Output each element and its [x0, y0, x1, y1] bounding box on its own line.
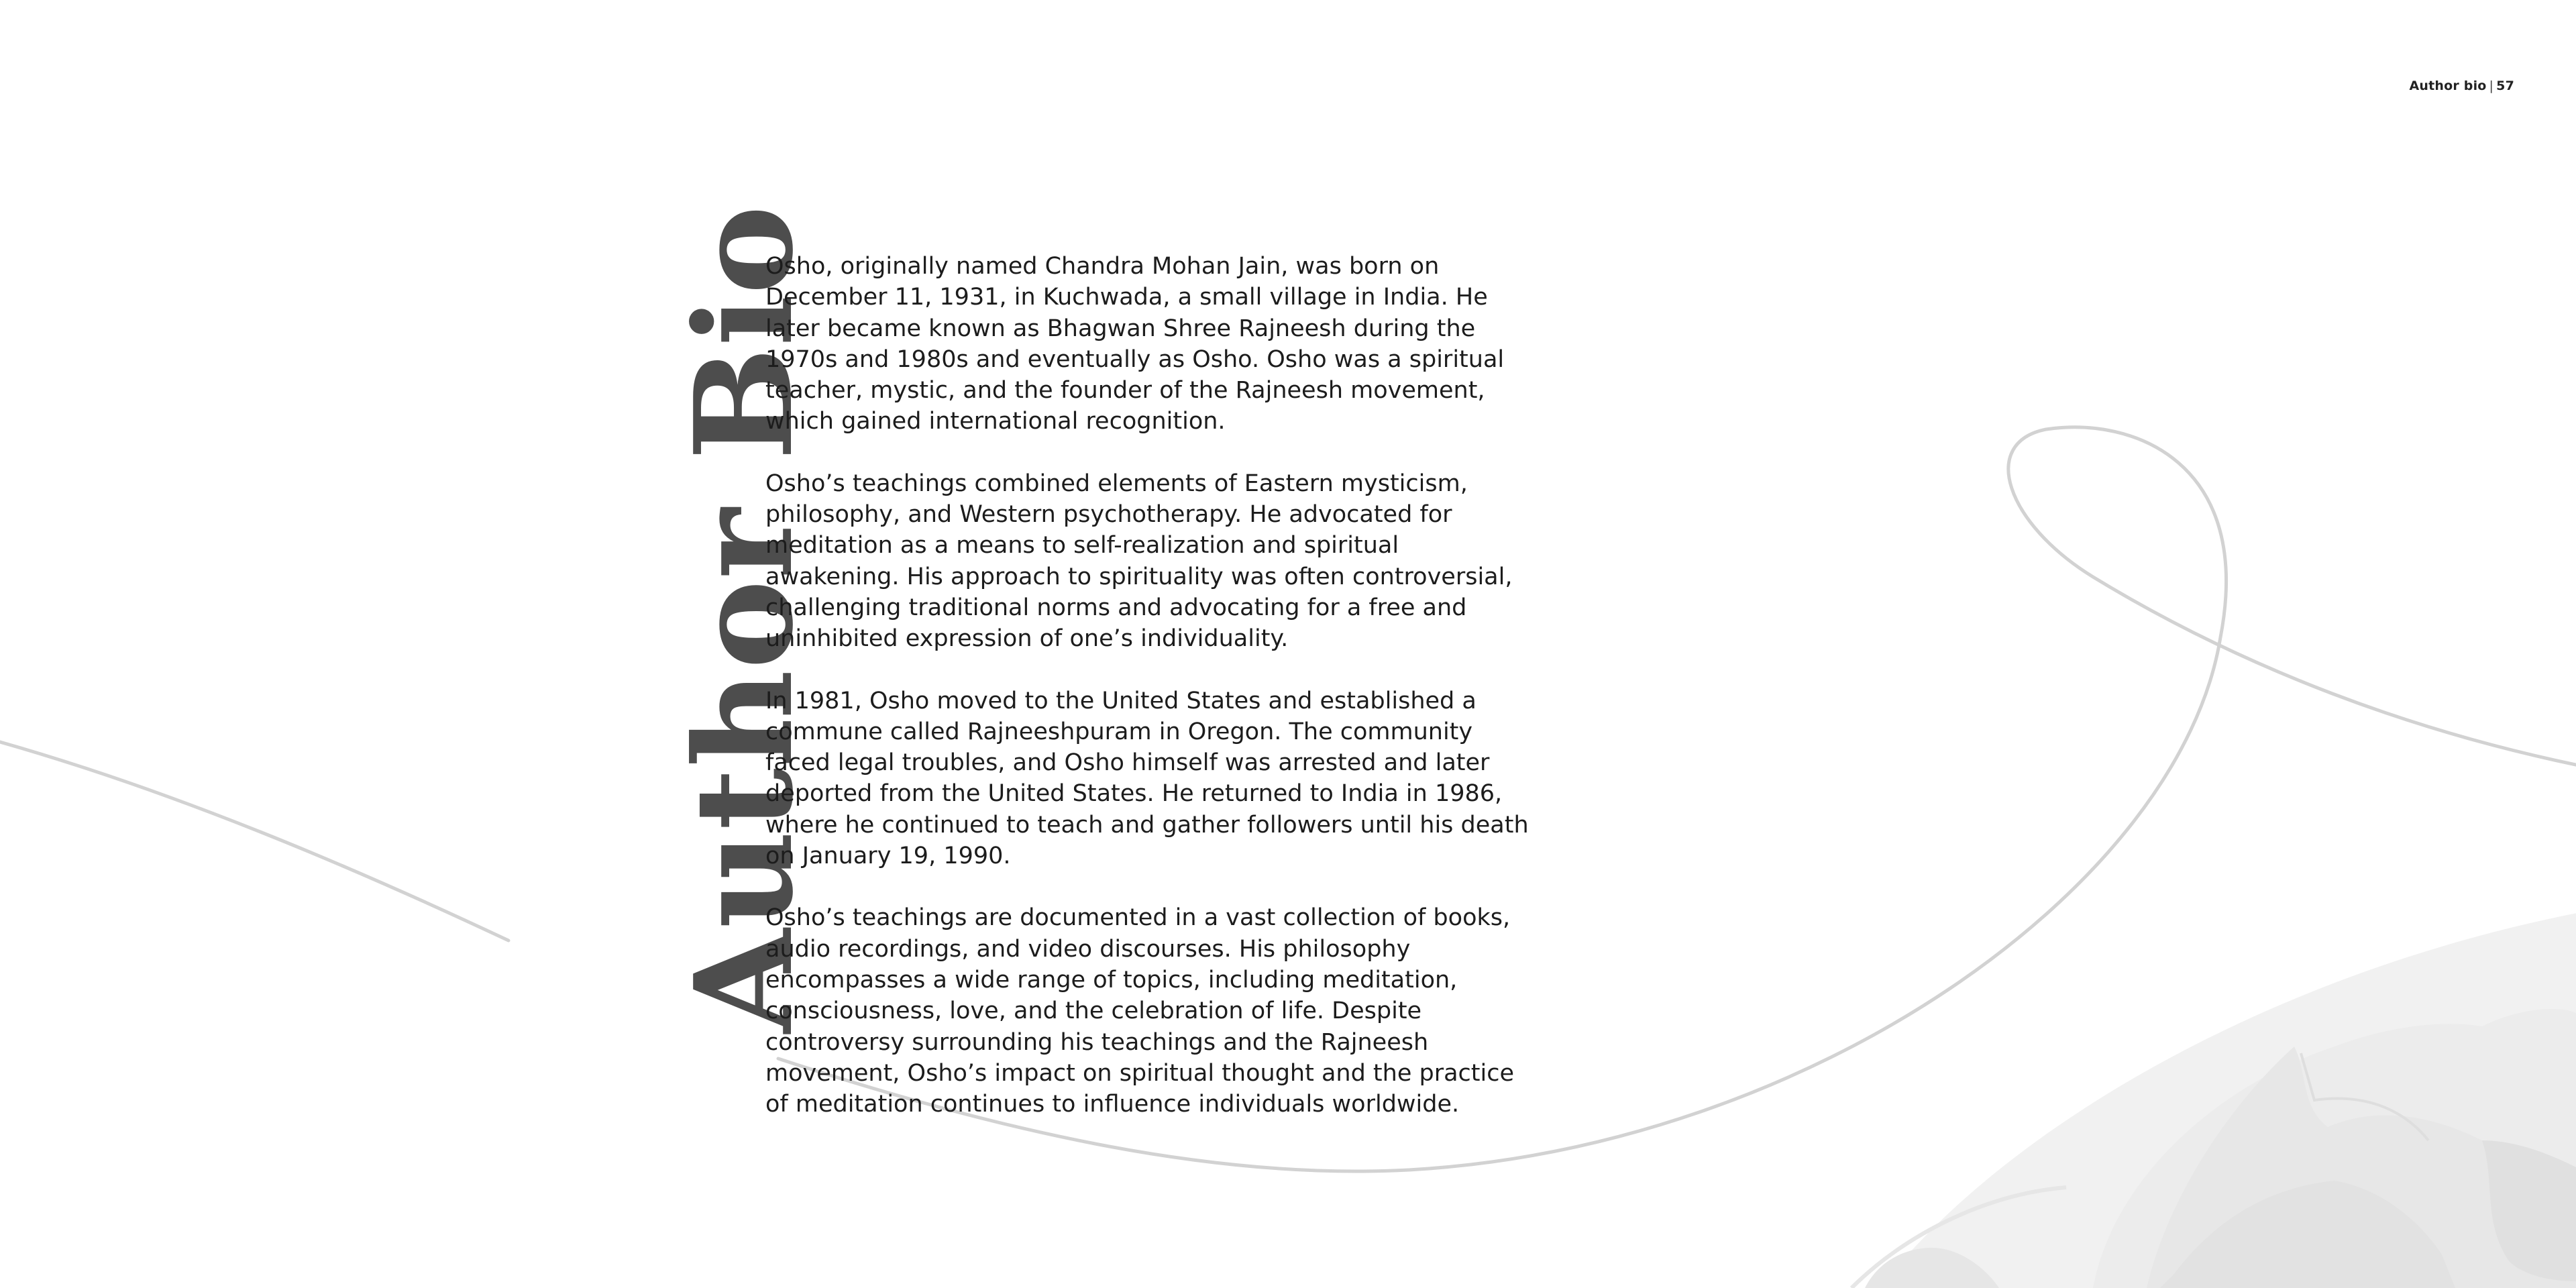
swirl-line-left [0, 742, 508, 941]
bio-paragraph-3: In 1981, Osho moved to the United States and established a commune called Rajneeshpuram in Oregon. The community faced legal troubles, and Osho himself was arrested and later deported from the United States. He returned to India in 1986, where he continued to teach and gather followers until his death on January 19, 1990. [765, 687, 1529, 870]
flower-watermark-icon [1692, 725, 2576, 1288]
bio-paragraph-4: Osho’s teachings are documented in a vast collection of books, audio recordings, and video discourses. His philosophy encompasses a wide range of topics, including meditation, consciousness, love, and the celebration of life. Despite controversy surrounding his teachings and the Rajneesh movement, Osho’s impact on spiritual thought and the practice of meditation continues to influence individuals worldwide. [765, 904, 1515, 1118]
bio-text [765, 251, 1537, 1150]
page-number: 57 [2496, 78, 2514, 93]
header-separator: | [2489, 78, 2494, 93]
bio-paragraph-2: Osho’s teachings combined elements of Eastern mysticism, philosophy, and Western psychotherapy. He advocated for meditation as a means to self-realization and spiritual awakening. His approach to spirituality was often controversial, challenging traditional norms and advocating for a free and uninhibited expression of one’s individuality. [765, 470, 1513, 653]
header-section-label: Author bio [2409, 78, 2487, 93]
running-header [2410, 78, 2515, 93]
page-title: Author Bio [665, 204, 823, 1033]
bio-paragraph-1: Osho, originally named Chandra Mohan Jain, was born on December 11, 1931, in Kuchwada, a small village in India. He later became known as Bhagwan Shree Rajneesh during the 1970s and 1980s and eventually as Osho. Osho was a spiritual teacher, mystic, and the founder of the Rajneesh movement, which gained international recognition. [765, 253, 1505, 435]
